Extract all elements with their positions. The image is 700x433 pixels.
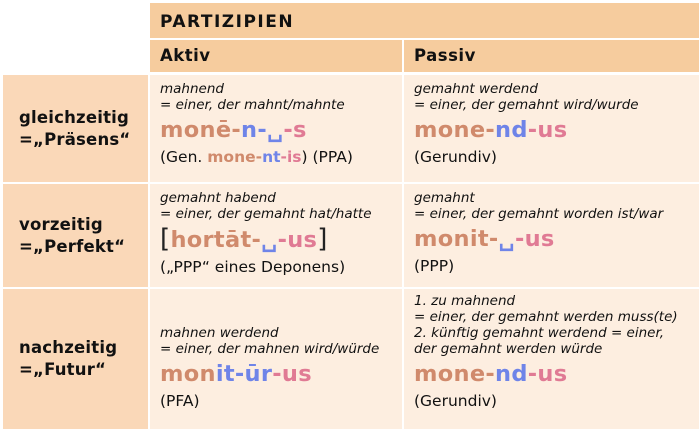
form-stem: monit- — [414, 226, 499, 252]
column-header-passiv-text: Passiv — [414, 46, 476, 65]
column-header-aktiv-text: Aktiv — [160, 46, 211, 65]
bracket-open: [ — [160, 224, 171, 254]
form-note: (Gerundiv) — [414, 148, 497, 166]
cell-vorzeitig-aktiv — [150, 184, 402, 287]
latin-form — [414, 224, 699, 254]
column-header-passiv — [404, 40, 699, 72]
form-note: (PPP) — [414, 257, 455, 275]
form-note: (PFA) — [160, 392, 200, 410]
form-stem: mone- — [414, 117, 496, 143]
form-ending: -us — [527, 117, 568, 143]
form-note: (Gerundiv) — [414, 392, 497, 410]
gloss-alternative: 2. künftig gemahnt werdend = einer, — [414, 325, 665, 341]
gloss: mahnend — [160, 81, 224, 97]
latin-form — [414, 115, 699, 145]
form-ending: -s — [283, 117, 307, 143]
row-label-line2: =„Perfekt“ — [19, 236, 126, 256]
form-suffix: it-ūr — [215, 361, 273, 387]
gloss: gemahnt — [414, 190, 475, 206]
cell-nachzeitig-aktiv — [150, 289, 402, 429]
row-label-vorzeitig — [3, 184, 148, 287]
form-suffix: nd — [495, 117, 528, 143]
form-gap: ␣ — [261, 227, 278, 253]
column-header-aktiv — [150, 40, 402, 72]
row-label-line2: =„Präsens“ — [19, 129, 131, 149]
form-ending: -us — [272, 361, 312, 387]
cell-gleichzeitig-passiv — [404, 75, 699, 182]
row-label-line1: nachzeitig — [19, 338, 118, 357]
gloss-alternative-cont: der gemahnt werden würde — [414, 341, 603, 357]
form-note — [160, 147, 402, 167]
title-text: PARTIZIPIEN — [160, 12, 295, 32]
form-ending: -us — [527, 361, 568, 387]
row-label-line2: =„Futur“ — [19, 360, 107, 379]
row-label-gleichzeitig — [3, 75, 148, 182]
form-suffix: n — [241, 117, 258, 143]
gloss-definition: = einer, der mahnen wird/würde — [160, 341, 380, 357]
bracket-close: ] — [317, 224, 328, 254]
note-suffix: nt — [262, 148, 281, 166]
latin-form — [414, 359, 699, 389]
form-stem: monē- — [160, 117, 242, 143]
form-suffix: nd — [495, 361, 528, 387]
gloss-definition: = einer, der gemahnt worden ist/war — [414, 206, 664, 222]
note-post: ) (PPA) — [301, 148, 353, 166]
gloss: gemahnt habend — [160, 190, 276, 206]
form-stem: mone- — [414, 361, 496, 387]
gloss-definition: = einer, der gemahnt hat/hatte — [160, 206, 372, 222]
form-ending: -us — [514, 226, 555, 252]
gloss: gemahnt werdend — [414, 81, 538, 97]
form-gap: ␣ — [498, 226, 515, 252]
form-note: („PPP“ eines Deponens) — [160, 258, 346, 276]
row-label-line1: gleichzeitig — [19, 107, 130, 127]
gloss-definition: = einer, der gemahnt wird/wurde — [414, 97, 639, 113]
cell-gleichzeitig-aktiv — [150, 75, 402, 182]
note-stem: mone- — [207, 148, 263, 166]
gloss-definition: = einer, der gemahnt werden muss(te) — [414, 309, 678, 325]
note-ending: -is — [280, 148, 302, 166]
latin-form — [160, 359, 402, 389]
form-ending: -us — [277, 227, 318, 253]
note-pre: (Gen. — [160, 148, 208, 166]
row-label-nachzeitig — [3, 289, 148, 429]
cell-vorzeitig-passiv — [404, 184, 699, 287]
form-stem: hortāt- — [170, 227, 262, 253]
form-gap: -␣ — [257, 117, 284, 143]
table-title — [150, 3, 699, 38]
gloss: 1. zu mahnend — [414, 293, 516, 309]
latin-form — [160, 115, 402, 145]
gloss: mahnen werdend — [160, 325, 279, 341]
form-stem: mon — [160, 361, 216, 387]
row-label-line1: vorzeitig — [19, 214, 103, 234]
cell-nachzeitig-passiv — [404, 289, 699, 429]
gloss-definition: = einer, der mahnt/mahnte — [160, 97, 345, 113]
latin-form — [160, 224, 402, 255]
